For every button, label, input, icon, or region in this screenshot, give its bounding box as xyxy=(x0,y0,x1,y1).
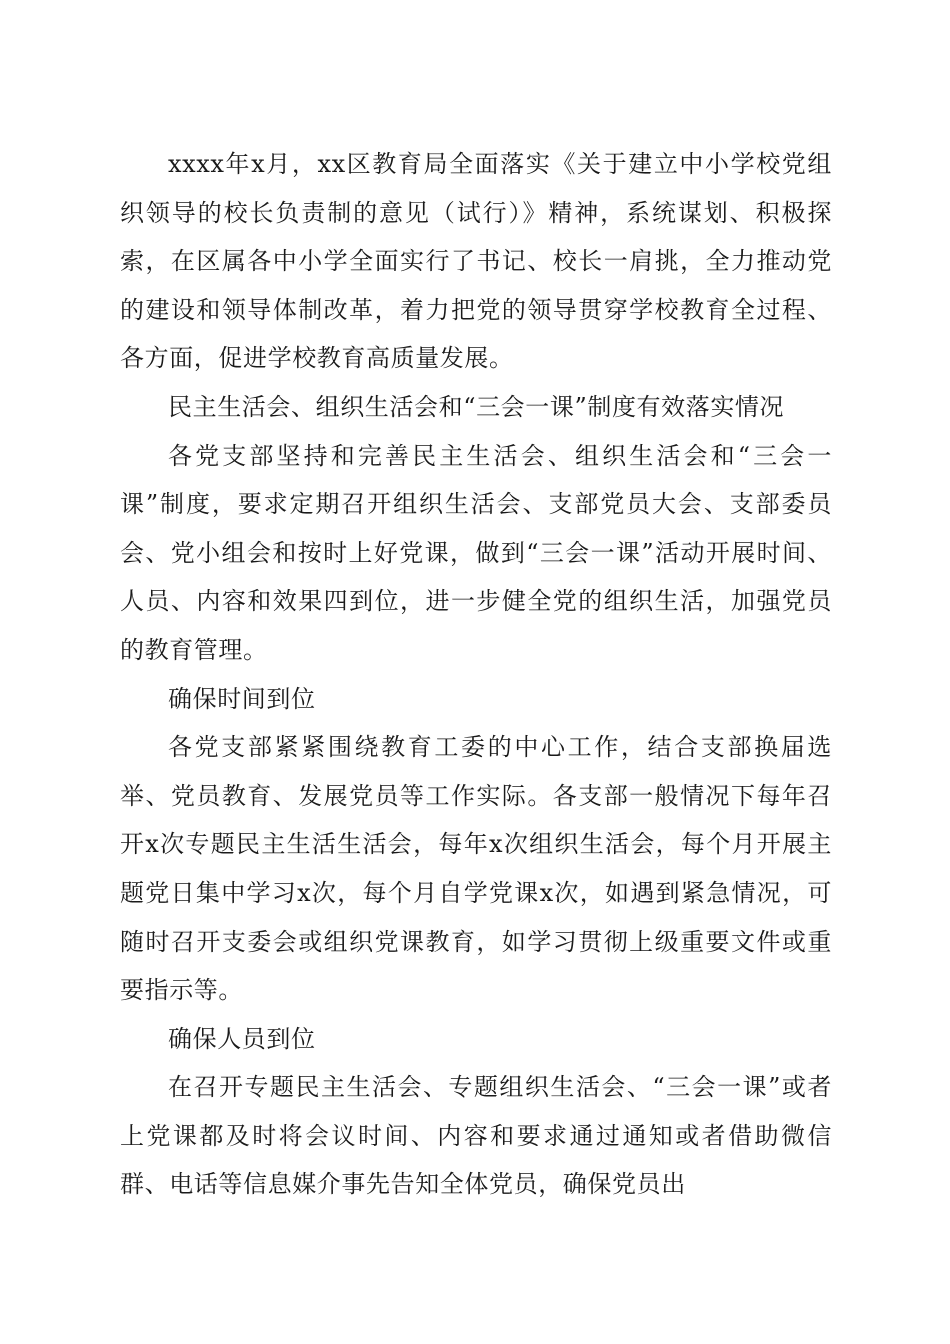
document-body xyxy=(120,140,832,1209)
paragraph-time: 各党支部紧紧围绕教育工委的中心工作，结合支部换届选举、党员教育、发展党员等工作实际。各支部一般情况下每年召开x次专题民主生活生活会，每年x次组织生活会，每个月开展主题党日集中学习x次，每个月自学党课x次，如遇到紧急情况，可随时召开支委会或组织党课教育，如学习贯彻上级重要文件或重要指示等。 xyxy=(120,733,832,1005)
section-heading-time: 确保时间到位 xyxy=(168,684,316,713)
paragraph-intro: xxxx年x月，xx区教育局全面落实《关于建立中小学校党组织领导的校长负责制的意见（试行）》精神，系统谋划、积极探索，在区属各中小学全面实行了书记、校长一肩挑，全力推动党的建设和领导体制改革，着力把党的领导贯穿学校教育全过程、各方面，促进学校教育高质量发展。 xyxy=(120,150,832,373)
paragraph-meetings: 各党支部坚持和完善民主生活会、组织生活会和“三会一课”制度，要求定期召开组织生活会、支部党员大会、支部委员会、党小组会和按时上好党课，做到“三会一课”活动开展时间、人员、内容和效果四到位，进一步健全党的组织生活，加强党员的教育管理。 xyxy=(120,441,832,664)
section-heading-meetings: 民主生活会、组织生活会和“三会一课”制度有效落实情况 xyxy=(168,392,785,421)
section-heading-personnel: 确保人员到位 xyxy=(168,1024,316,1053)
paragraph-personnel: 在召开专题民主生活会、专题组织生活会、“三会一课”或者上党课都及时将会议时间、内容和要求通过通知或者借助微信群、电话等信息媒介事先告知全体党员，确保党员出 xyxy=(120,1073,832,1199)
